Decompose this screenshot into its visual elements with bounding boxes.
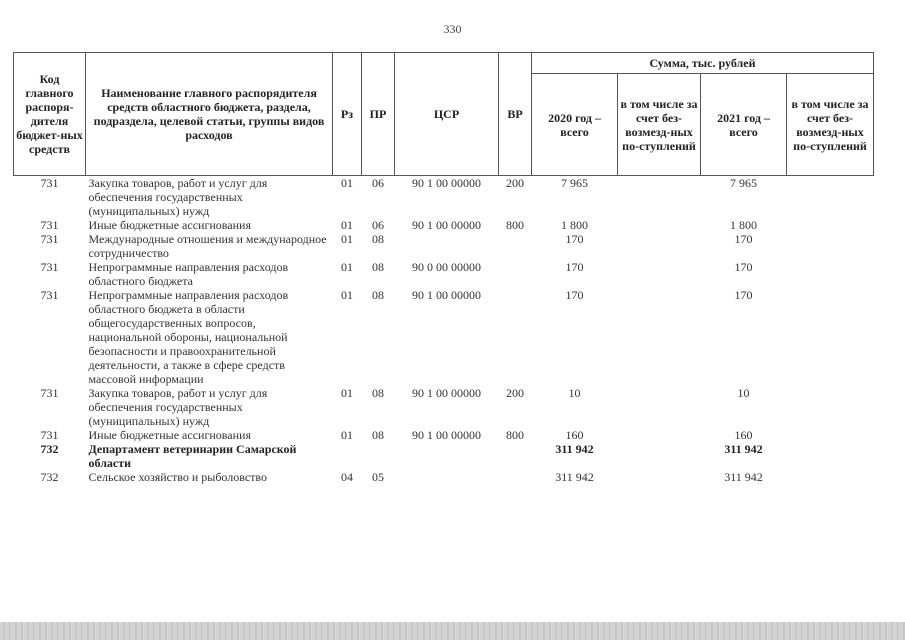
cell-2021-grants	[787, 442, 874, 470]
cell-2020-grants	[618, 260, 701, 288]
cell-name: Департамент ветеринарии Самарской области	[88, 442, 297, 470]
cell-csr: 90 1 00 00000	[412, 218, 481, 232]
cell-code: 731	[40, 218, 59, 232]
header-2020-grants: в том числе за счет без-возмезд-ных по-ступлений	[618, 74, 701, 176]
cell-2021-total: 160	[734, 428, 753, 442]
budget-table	[13, 52, 874, 484]
cell-name: Иные бюджетные ассигнования	[88, 428, 251, 442]
cell-code: 731	[40, 386, 59, 400]
cell-2020-total: 170	[565, 232, 584, 246]
cell-rz: 01	[341, 386, 353, 400]
cell-2021-total: 170	[734, 260, 753, 274]
table-row	[14, 288, 874, 386]
cell-2021-total: 170	[734, 232, 753, 246]
cell-rz: 04	[341, 470, 353, 484]
cell-rz: 01	[341, 288, 353, 302]
cell-2020-total: 160	[565, 428, 584, 442]
table-row	[14, 218, 874, 232]
cell-csr	[395, 442, 499, 470]
table-row	[14, 232, 874, 260]
cell-name: Закупка товаров, работ и услуг для обеспечения государственных (муниципальных) нужд	[88, 386, 268, 428]
cell-2020-grants	[618, 428, 701, 442]
cell-pr: 05	[372, 470, 384, 484]
cell-2020-total: 311 942	[555, 470, 594, 484]
cell-csr	[395, 232, 499, 260]
cell-pr: 08	[372, 428, 384, 442]
cell-vr	[499, 288, 532, 386]
cell-vr: 200	[506, 386, 524, 400]
cell-csr	[395, 470, 499, 484]
cell-2020-total: 170	[565, 288, 584, 302]
cell-name: Непрограммные направления расходов областного бюджета	[88, 260, 289, 288]
cell-vr: 800	[506, 218, 524, 232]
header-csr: ЦСР	[395, 53, 499, 176]
header-sum: Сумма, тыс. рублей	[532, 53, 874, 74]
cell-code: 731	[40, 428, 59, 442]
cell-vr: 800	[506, 428, 524, 442]
cell-vr	[499, 260, 532, 288]
cell-2021-grants	[787, 260, 874, 288]
scan-edge	[0, 622, 905, 640]
cell-name: Непрограммные направления расходов областного бюджета в области общегосударственных вопросов, национальной обороны, национальной безопасности и правоохранительной деятельности, а также в сфере средств массовой информации	[88, 288, 289, 386]
cell-csr: 90 1 00 00000	[412, 176, 481, 190]
cell-name: Сельское хозяйство и рыболовство	[88, 470, 268, 484]
cell-vr	[499, 442, 532, 470]
cell-2020-grants	[618, 288, 701, 386]
table-row	[14, 176, 874, 219]
cell-code: 731	[40, 260, 59, 274]
cell-2020-grants	[618, 218, 701, 232]
cell-2021-total: 311 942	[724, 442, 763, 456]
cell-2021-grants	[787, 176, 874, 219]
cell-rz: 01	[341, 218, 353, 232]
cell-2021-grants	[787, 470, 874, 484]
cell-2020-grants	[618, 232, 701, 260]
cell-2020-total: 7 965	[561, 176, 588, 190]
cell-code: 731	[40, 288, 59, 302]
cell-2020-total: 1 800	[561, 218, 588, 232]
cell-rz: 01	[341, 428, 353, 442]
cell-rz: 01	[341, 232, 353, 246]
header-2021-grants: в том числе за счет без-возмезд-ных по-ступлений	[787, 74, 874, 176]
cell-2021-grants	[787, 218, 874, 232]
cell-vr: 200	[506, 176, 524, 190]
cell-2021-total: 170	[734, 288, 753, 302]
cell-pr: 08	[372, 232, 384, 246]
cell-2020-grants	[618, 176, 701, 219]
cell-vr	[499, 232, 532, 260]
table-row	[14, 386, 874, 428]
cell-2021-grants	[787, 232, 874, 260]
cell-2021-grants	[787, 428, 874, 442]
cell-code: 732	[40, 470, 59, 484]
cell-csr: 90 1 00 00000	[412, 288, 481, 302]
cell-rz: 01	[341, 176, 353, 190]
table-row	[14, 428, 874, 442]
cell-csr: 90 1 00 00000	[412, 386, 481, 400]
cell-pr: 06	[372, 218, 384, 232]
cell-2021-total: 311 942	[724, 470, 763, 484]
header-code: Код главного распоря-дителя бюджет-ных средств	[14, 53, 86, 176]
cell-rz	[333, 442, 362, 470]
table-row	[14, 260, 874, 288]
header-pr: ПР	[362, 53, 395, 176]
table-body	[14, 176, 874, 485]
cell-2021-total: 7 965	[730, 176, 757, 190]
cell-pr: 08	[372, 288, 384, 302]
cell-2021-total: 10	[737, 386, 750, 400]
cell-csr: 90 0 00 00000	[412, 260, 481, 274]
cell-name: Закупка товаров, работ и услуг для обеспечения государственных (муниципальных) нужд	[88, 176, 268, 218]
cell-pr: 08	[372, 260, 384, 274]
page-number: 330	[443, 22, 462, 36]
cell-2021-grants	[787, 386, 874, 428]
cell-csr: 90 1 00 00000	[412, 428, 481, 442]
header-name: Наименование главного распорядителя средств областного бюджета, раздела, подраздела, целевой статьи, группы видов расходов	[86, 53, 333, 176]
header-rz: Рз	[333, 53, 362, 176]
cell-2020-total: 311 942	[555, 442, 594, 456]
cell-pr: 08	[372, 386, 384, 400]
cell-rz: 01	[341, 260, 353, 274]
header-2020-total: 2020 год – всего	[532, 74, 618, 176]
header-vr: ВР	[499, 53, 532, 176]
cell-code: 731	[40, 176, 59, 190]
cell-2021-total: 1 800	[730, 218, 757, 232]
cell-name: Иные бюджетные ассигнования	[88, 218, 251, 232]
cell-2020-grants	[618, 386, 701, 428]
cell-code: 731	[40, 232, 59, 246]
cell-pr: 06	[372, 176, 384, 190]
cell-2021-grants	[787, 288, 874, 386]
table-row	[14, 470, 874, 484]
cell-vr	[499, 470, 532, 484]
table-row	[14, 442, 874, 470]
cell-2020-total: 170	[565, 260, 584, 274]
cell-code: 732	[40, 442, 59, 456]
cell-2020-grants	[618, 470, 701, 484]
cell-2020-grants	[618, 442, 701, 470]
cell-pr	[362, 442, 395, 470]
header-2021-total: 2021 год – всего	[701, 74, 787, 176]
cell-2020-total: 10	[568, 386, 581, 400]
cell-name: Международные отношения и международное сотрудничество	[88, 232, 327, 260]
